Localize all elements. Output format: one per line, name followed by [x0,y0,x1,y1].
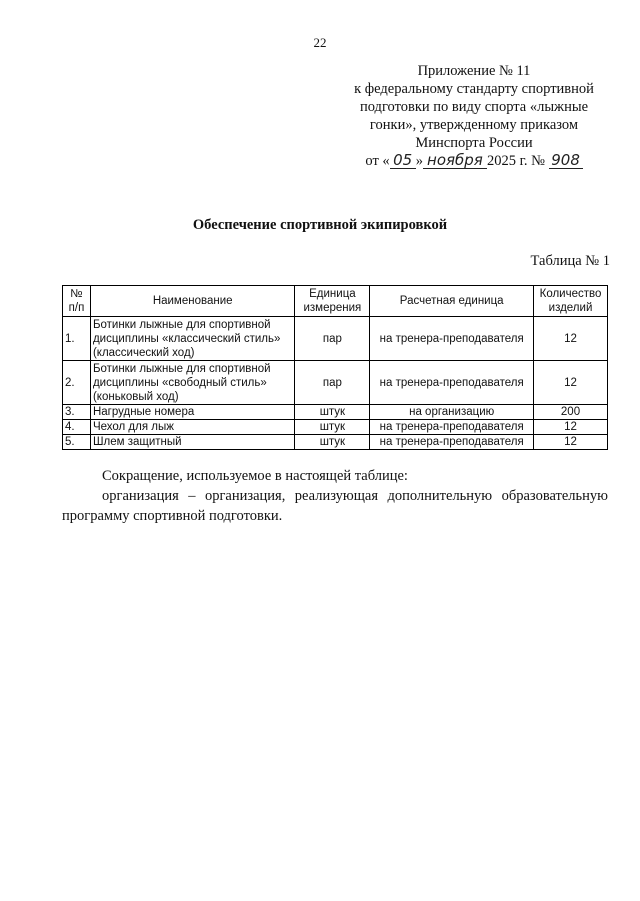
item-calc-unit: на организацию [370,405,534,420]
footnote-definition: организация – организация, реализующая дополнительную образовательную программу спортивной подготовки. [62,488,608,524]
row-number: 4. [63,420,91,435]
appendix-line: гонки», утвержденному приказом [369,117,579,133]
item-unit: штук [295,435,370,450]
appendix-line: Минспорта России [415,135,533,151]
row-number: 1. [63,317,91,361]
header-cell: № п/п [63,286,91,317]
handwritten-order-number: 908 [549,152,583,169]
table-row [63,405,608,420]
item-unit: штук [295,420,370,435]
item-quantity: 12 [534,435,608,450]
item-unit: пар [295,317,370,361]
date-prefix: от « [365,153,390,169]
document-title: Обеспечение спортивной экипировкой [192,217,448,233]
item-calc-unit: на тренера-преподавателя [370,317,534,361]
row-number: 3. [63,405,91,420]
item-calc-unit: на тренера-преподавателя [370,361,534,405]
item-calc-unit: на тренера-преподавателя [370,420,534,435]
header-cell: Расчетная единица [370,286,534,317]
item-unit: пар [295,361,370,405]
header-cell: Наименование [90,286,294,317]
header-cell: Единица измерения [295,286,370,317]
item-name: Ботинки лыжные для спортивной дисциплины «классический стиль» (классический ход) [90,317,294,361]
appendix-block [340,62,608,170]
handwritten-month: ноября [423,152,487,169]
page-number: 22 [313,35,327,50]
item-name: Чехол для лыж [90,420,294,435]
item-quantity: 12 [534,317,608,361]
table-row [63,435,608,450]
item-name: Ботинки лыжные для спортивной дисциплины «свободный стиль» (коньковый ход) [90,361,294,405]
header-cell: Количество изделий [534,286,608,317]
appendix-line: к федеральному стандарту спортивной [354,81,594,97]
item-quantity: 200 [534,405,608,420]
item-name: Шлем защитный [90,435,294,450]
item-quantity: 12 [534,361,608,405]
date-mid: » [415,153,423,169]
appendix-line: подготовки по виду спорта «лыжные [359,99,589,115]
equipment-table [62,285,608,450]
date-year: 2025 г. № [486,153,545,169]
table-row [63,420,608,435]
item-quantity: 12 [534,420,608,435]
item-calc-unit: на тренера-преподавателя [370,435,534,450]
table-row [63,361,608,405]
item-unit: штук [295,405,370,420]
row-number: 5. [63,435,91,450]
appendix-title: Приложение № 11 [417,63,531,79]
table-label: Таблица № 1 [530,253,610,269]
table-header-row [63,286,608,317]
footnote-intro: Сокращение, используемое в настоящей таблице: [102,468,408,484]
handwritten-day: 05 [390,152,416,169]
item-name: Нагрудные номера [90,405,294,420]
footnote [62,466,608,526]
order-date-line [340,152,608,170]
table-row [63,317,608,361]
row-number: 2. [63,361,91,405]
